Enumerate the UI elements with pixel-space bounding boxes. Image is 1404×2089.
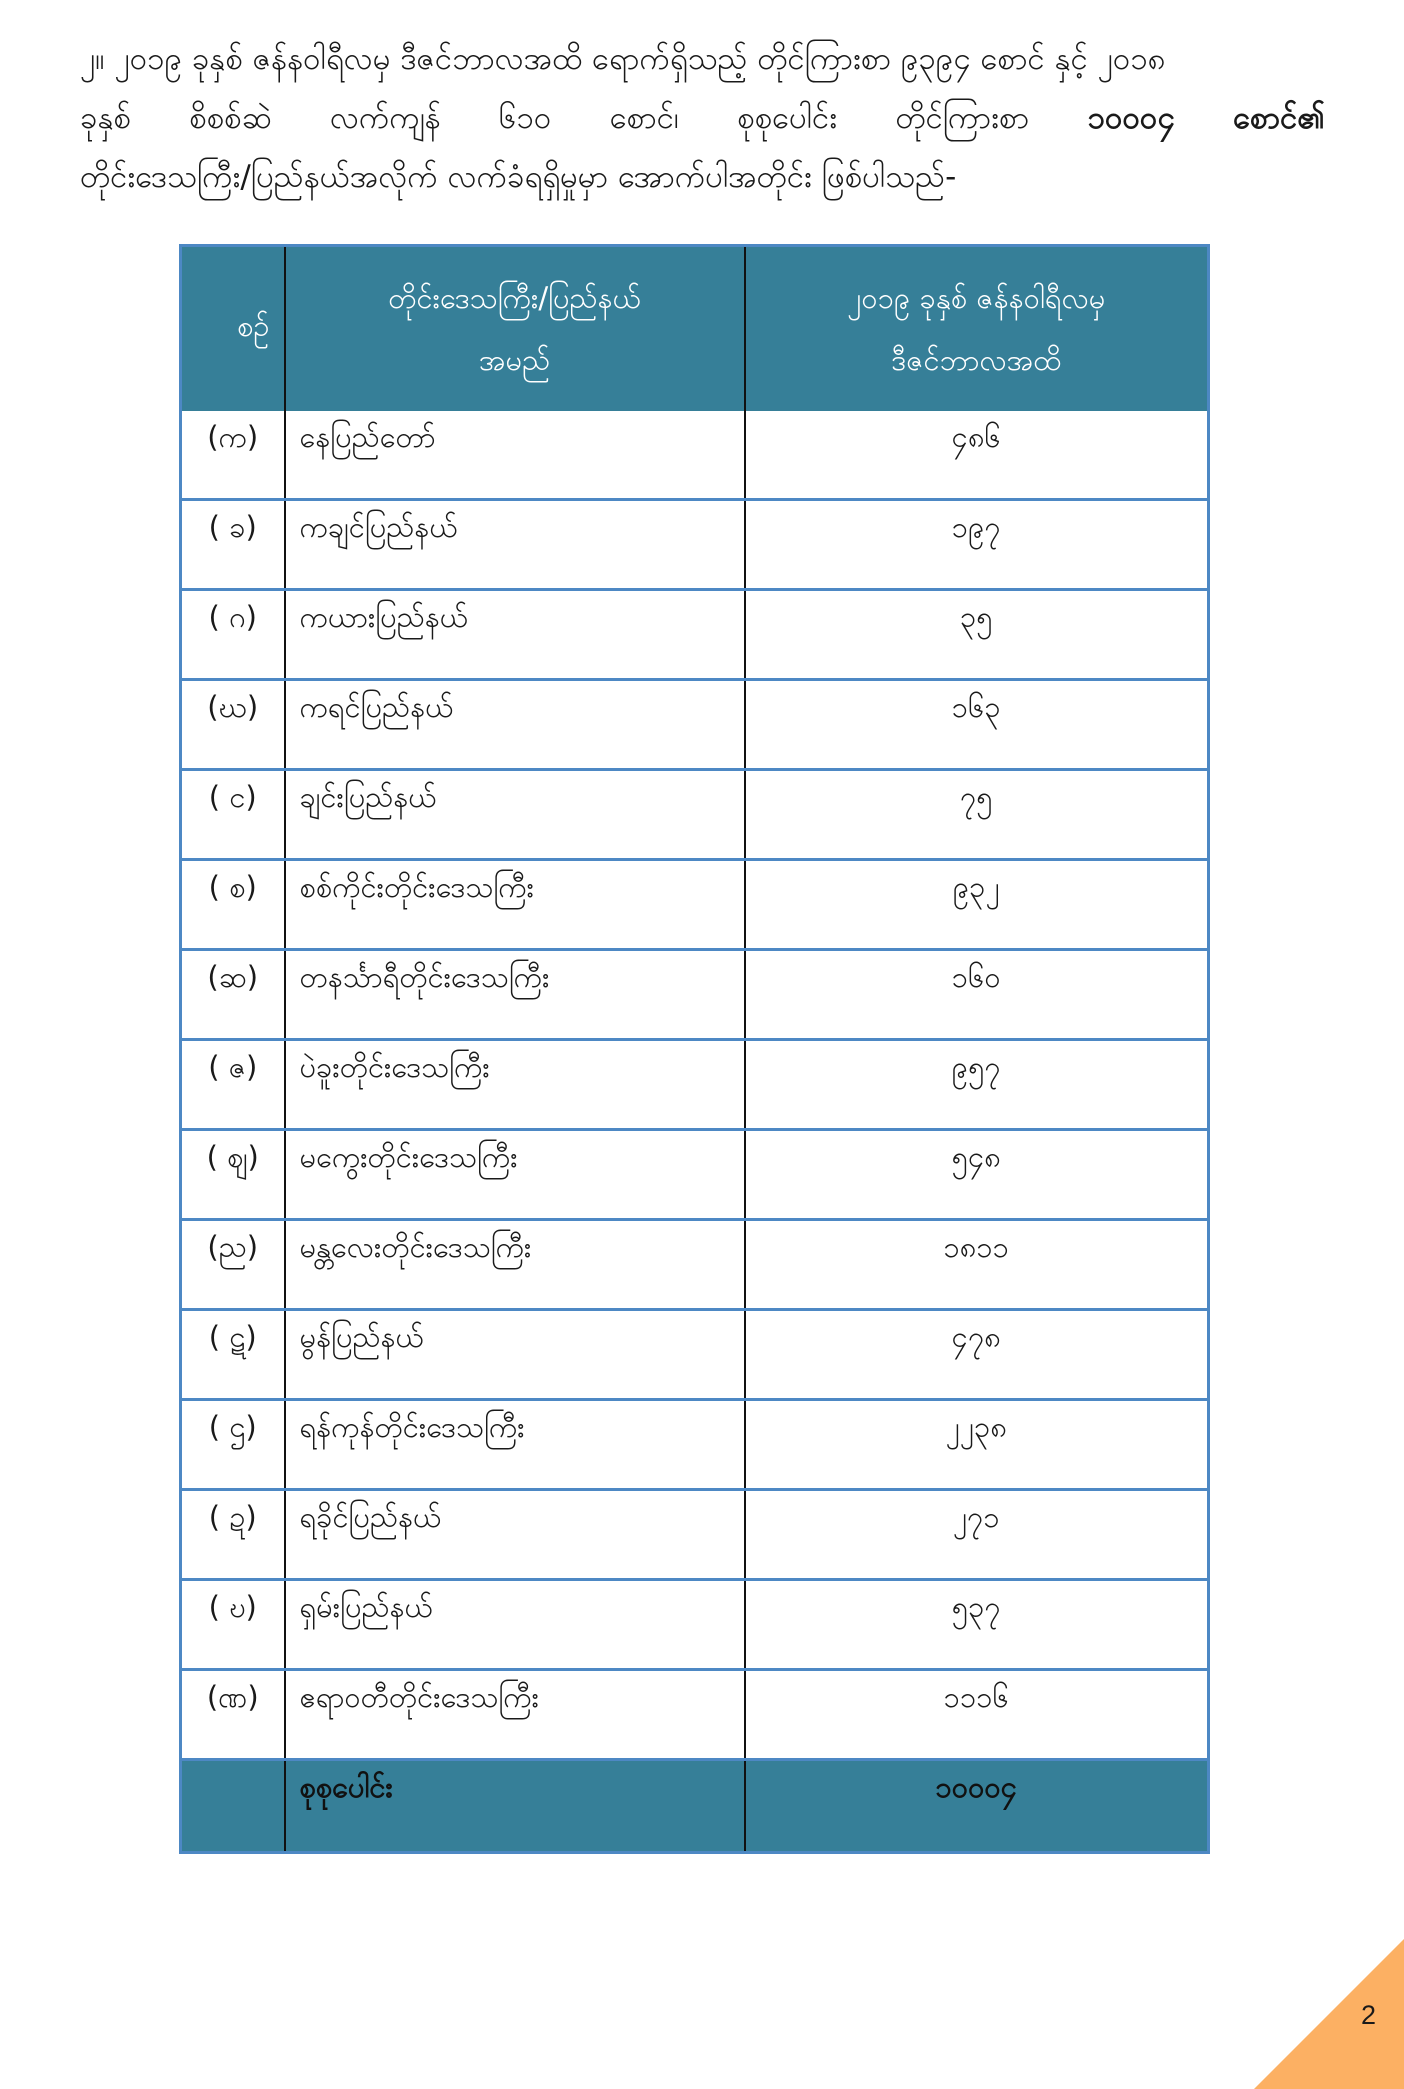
table-row [181,1490,1209,1580]
row-complaint-count: ၃၅ [745,590,1209,680]
row-complaint-count: ၄၇၈ [745,1310,1209,1400]
table-body [181,411,1209,1760]
row-serial-no: ( ဍ) [181,1490,285,1580]
intro-line-2 [80,89,1325,148]
row-complaint-count: ၅၄၈ [745,1130,1209,1220]
intro-word: လက်ကျန် [329,100,441,136]
table-row [181,500,1209,590]
intro-paragraph [80,30,1325,207]
row-complaint-count: ၂၂၃၈ [745,1400,1209,1490]
table-row [181,1670,1209,1760]
row-serial-no: (ဆ) [181,950,285,1040]
total-serial-cell [181,1760,285,1853]
table-row [181,1130,1209,1220]
row-complaint-count: ၄၈၆ [745,411,1209,500]
table-row [181,1310,1209,1400]
header-region-name-line1: တိုင်းဒေသကြီး/ပြည်နယ် [388,281,641,315]
row-region-name: မန္တလေးတိုင်းဒေသကြီး [285,1220,745,1310]
row-serial-no: ( ခ) [181,500,285,590]
row-complaint-count: ၁၆၃ [745,680,1209,770]
total-row [181,1760,1209,1853]
intro-word: ခုနှစ် [80,100,131,136]
intro-word-bold: စောင်၏ [1233,100,1325,136]
row-region-name: မွန်ပြည်နယ် [285,1310,745,1400]
header-region-name [285,246,745,412]
table-row [181,950,1209,1040]
row-complaint-count: ၁၆၀ [745,950,1209,1040]
row-serial-no: (ည) [181,1220,285,1310]
row-region-name: ကချင်ပြည်နယ် [285,500,745,590]
row-region-name: ပဲခူးတိုင်းဒေသကြီး [285,1040,745,1130]
header-period-line1: ၂၀၁၉ ခုနှစ် ဇန်နဝါရီလမှ [847,281,1106,315]
row-complaint-count: ၇၅ [745,770,1209,860]
row-complaint-count: ၁၉၇ [745,500,1209,590]
row-complaint-count: ၉၅၇ [745,1040,1209,1130]
row-serial-no: (က) [181,411,285,500]
table-row [181,1400,1209,1490]
row-region-name: နေပြည်တော် [285,411,745,500]
table-row [181,1580,1209,1670]
intro-total-count: ၁၀၀၀၄ [1087,100,1175,136]
row-serial-no: (ဏ) [181,1670,285,1760]
header-serial-no: စဉ် [181,246,285,412]
row-serial-no: ( စ) [181,860,285,950]
table-row [181,1220,1209,1310]
table-header [181,246,1209,412]
table-row [181,860,1209,950]
table-footer [181,1760,1209,1853]
row-region-name: ချင်းပြည်နယ် [285,770,745,860]
header-period [745,246,1209,412]
page-corner-decoration [1254,1939,1404,2089]
complaints-table-container [179,244,1207,1854]
row-serial-no: ( ဈ) [181,1130,285,1220]
row-serial-no: ( ဇ) [181,1040,285,1130]
total-label: စုစုပေါင်း [285,1760,745,1853]
intro-line-1: ၂။ ၂၀၁၉ ခုနှစ် ဇန်နဝါရီလမှ ဒီဇင်ဘာလအထိ ရောက်ရှိသည့် တိုင်ကြားစာ ၉၃၉၄ စောင် နှင့် ၂၀၁၈ [80,41,1166,77]
table-row [181,590,1209,680]
row-region-name: ရခိုင်ပြည်နယ် [285,1490,745,1580]
row-region-name: ရန်ကုန်တိုင်းဒေသကြီး [285,1400,745,1490]
row-serial-no: ( ဌ) [181,1400,285,1490]
row-region-name: မကွေးတိုင်းဒေသကြီး [285,1130,745,1220]
table-header-row [181,246,1209,412]
intro-word: စောင်၊ [609,100,679,136]
table-row [181,1040,1209,1130]
table-row [181,770,1209,860]
row-complaint-count: ၁၈၁၁ [745,1220,1209,1310]
intro-word: စိစစ်ဆဲ [189,100,272,136]
intro-word: ၆၁၀ [499,100,552,136]
header-region-name-line2: အမည် [478,343,551,377]
intro-word: စုစုပေါင်း [737,100,838,136]
header-period-line2: ဒီဇင်ဘာလအထိ [891,343,1062,377]
row-serial-no: ( ဂ) [181,590,285,680]
row-complaint-count: ၂၇၁ [745,1490,1209,1580]
total-value: ၁၀၀၀၄ [745,1760,1209,1853]
table-row [181,411,1209,500]
row-region-name: တနင်္သာရီတိုင်းဒေသကြီး [285,950,745,1040]
row-serial-no: ( ဎ) [181,1580,285,1670]
row-serial-no: ( င) [181,770,285,860]
row-serial-no: (ဃ) [181,680,285,770]
intro-word: တိုင်ကြားစာ [895,100,1030,136]
row-region-name: ကယားပြည်နယ် [285,590,745,680]
row-complaint-count: ၉၃၂ [745,860,1209,950]
row-complaint-count: ၅၃၇ [745,1580,1209,1670]
row-complaint-count: ၁၁၁၆ [745,1670,1209,1760]
complaints-by-region-table [179,244,1210,1854]
row-region-name: ကရင်ပြည်နယ် [285,680,745,770]
row-serial-no: ( ဋ) [181,1310,285,1400]
page-number: 2 [1360,2000,1376,2030]
row-region-name: ရှမ်းပြည်နယ် [285,1580,745,1670]
table-row [181,680,1209,770]
row-region-name: စစ်ကိုင်းတိုင်းဒေသကြီး [285,860,745,950]
row-region-name: ဧရာဝတီတိုင်းဒေသကြီး [285,1670,745,1760]
intro-line-3: တိုင်းဒေသကြီး/ပြည်နယ်အလိုက် လက်ခံရရှိမှုမှာ အောက်ပါအတိုင်း ဖြစ်ပါသည်- [80,159,957,195]
